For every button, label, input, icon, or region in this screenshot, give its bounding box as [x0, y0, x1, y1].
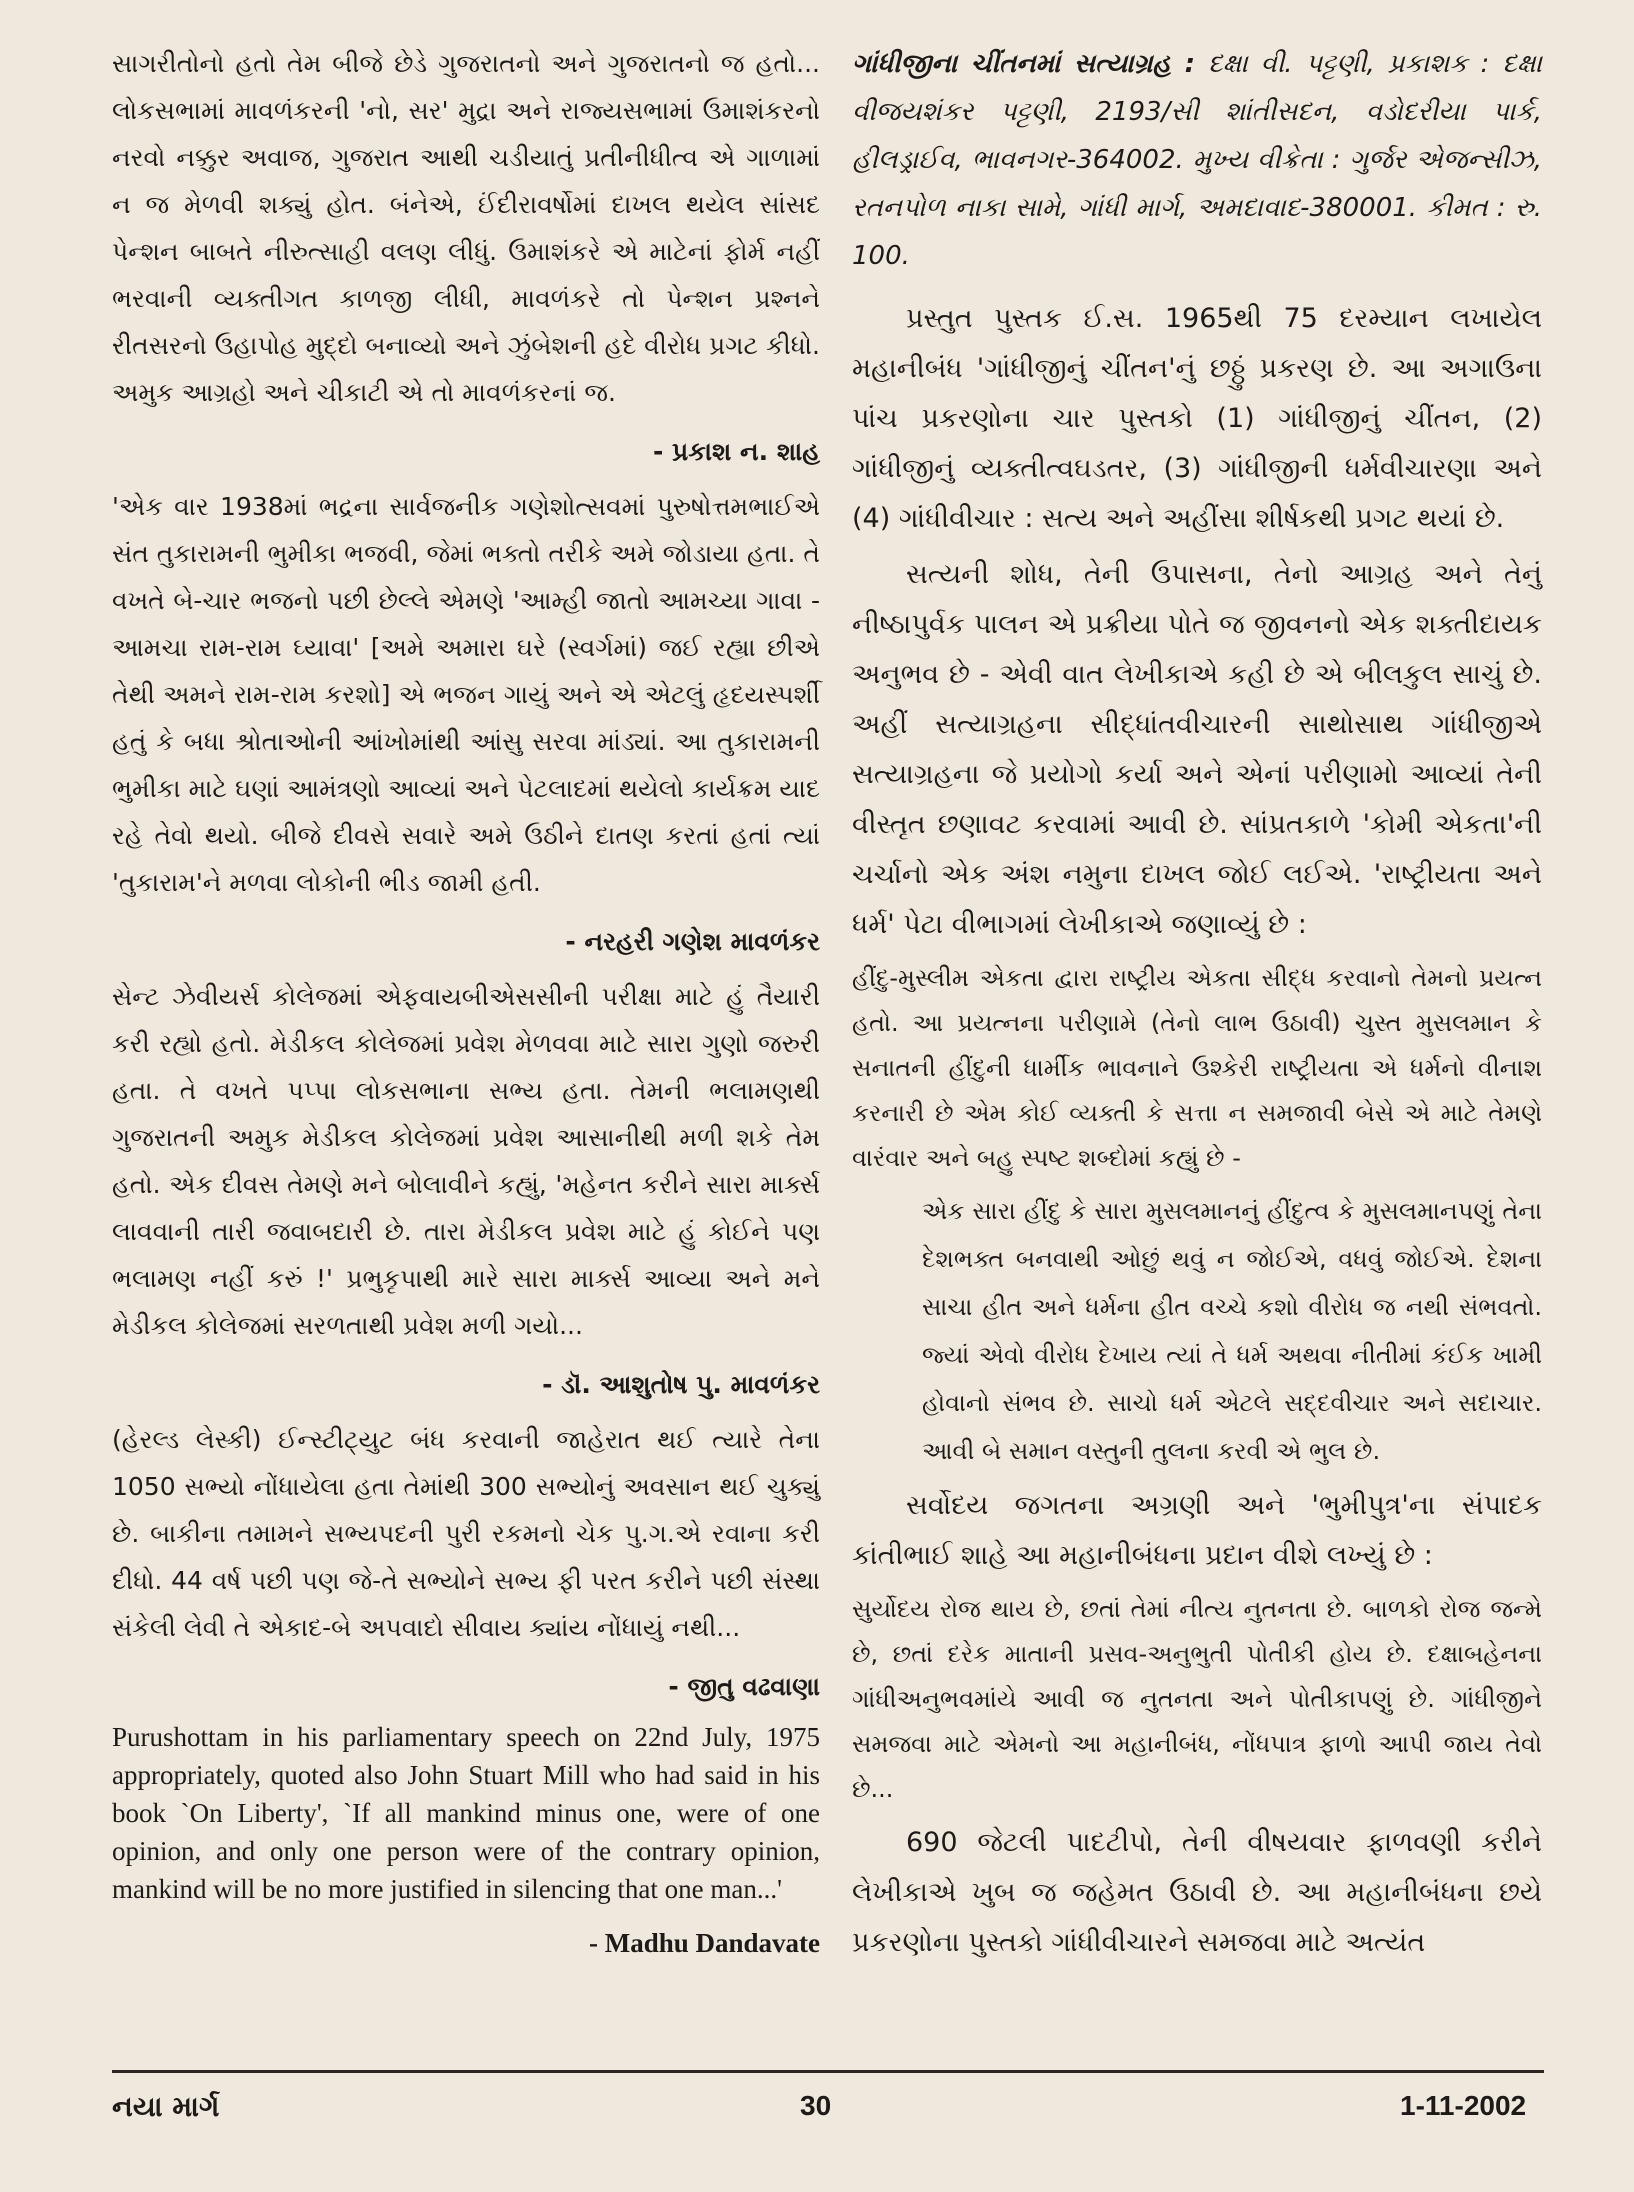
article-paragraph: સાગરીતોનો હતો તેમ બીજે છેડે ગુજરાતનો અને ગુજરાતનો જ હતો... લોકસભામાં માવળંકરની 'નો, સર' મુદ્રા અને રાજ્યસભામાં ઉમાશંકરનો નરવો નક્કુર અવાજ, ગુજરાત આથી ચડીયાતું પ્રતીનીધીત્વ એ ગાળામાં ન જ મેળવી શક્યું હોત. બંનેએ, ઈંદીરાવર્ષોમાં દાખલ થયેલ સાંસદ પેન્શન બાબતે નીરુત્સાહી વલણ લીધું. ઉમાશંકરે એ માટેનાં ફોર્મ નહીં ભરવાની વ્યક્તીગત કાળજી લીધી, માવળંકરે તો પેન્શન પ્રશ્નને રીતસરનો ઉહાપોહ મુદ્દો બનાવ્યો અને ઝુંબેશની હદે વીરોધ પ્રગટ કીધો. અમુક આગ્રહો અને ચીકાટી એ તો માવળંકરનાં જ.: [112, 49, 820, 407]
author-signature: - ડૉ. આશુતોષ પુ. માવળંકર: [542, 1370, 820, 1399]
issue-date: 1-11-2002: [1400, 2090, 1527, 2121]
review-paragraph: સત્યની શોધ, તેની ઉપાસના, તેનો આગ્રહ અને તેનું નીષ્ઠાપુર્વક પાલન એ પ્રક્રીયા પોતે જ જીવનનો એક શક્તીદાયક અનુભવ છે - એવી વાત લેખીકાએ કહી છે એ બીલકુલ સાચું છે. અહીં સત્યાગ્રહના સીદ્ધાંતવીચારની સાથોસાથ ગાંધીજીએ સત્યાગ્રહના જે પ્રયોગો કર્યા અને એનાં પરીણામો આવ્યાં તેની વીસ્તૃત છણાવટ કરવામાં આવી છે. સાંપ્રતકાળે 'કોમી એકતા'ની ચર્ચાનો એક અંશ નમુના દાખલ જોઈ લઈએ. 'રાષ્ટ્રીયતા અને ધર્મ' પેટા વીભાગમાં લેખીકાએ જણાવ્યું છે :: [852, 559, 1542, 940]
page-number: 30: [800, 2090, 832, 2121]
article-paragraph: (હેરલ્ડ લેસ્કી) ઈન્સ્ટીટ્યુટ બંધ કરવાની જાહેરાત થઈ ત્યારે તેના 1050 સભ્યો નોંધાયેલા હતા તેમાંથી 300 સભ્યોનું અવસાન થઈ ચુક્યું છે. બાકીના તમામને સભ્યપદની પુરી રકમનો ચેક પુ.ગ.એ રવાના કરી દીધો. 44 વર્ષ પછી પણ જે-તે સભ્યોને સભ્ય ફી પરત કરીને પછી સંસ્થા સંકેલી લેવી તે એકાદ-બે અપવાદો સીવાય ક્યાંય નોંધાયું નથી...: [112, 1425, 820, 1642]
english-quote-paragraph: Purushottam in his parliamentary speech on 22nd July, 1975 appropriately, quoted also John Stuart Mill who had said in his book `On Liberty', `If all mankind minus one, were of one opinion, and only one person were of the contrary opinion, mankind will be no more justified in silencing that one man...': [112, 1722, 820, 1904]
review-paragraph: સર્વોદય જગતના અગ્રણી અને 'ભુમીપુત્ર'ના સંપાદક કાંતીભાઈ શાહે આ મહાનીબંધના પ્રદાન વીશે લખ્યું છે :: [852, 1490, 1542, 1571]
book-details: દક્ષા વી. પટ્ટણી, પ્રકાશક : દક્ષા વીજયશંકર પટ્ટણી, 2193/સી શાંતીસદન, વડોદરીયા પાર્ક, હીલડ્રાઈવ, ભાવનગર-364002. મુખ્ય વીક્રેતા : ગુર્જર એજન્સીઝ, રતનપોળ નાકા સામે, ગાંધી માર્ગ, અમદાવાદ-380001. કીમત : રુ. 100.: [852, 49, 1542, 271]
footer-divider: [112, 2070, 1544, 2073]
right-column: [852, 40, 1542, 1974]
review-paragraph: પ્રસ્તુત પુસ્તક ઈ.સ. 1965થી 75 દરમ્યાન લખાયેલ મહાનીબંધ 'ગાંધીજીનું ચીંતન'નું છઠ્ઠું પ્રકરણ છે. આ અગાઉના પાંચ પ્રકરણોના ચાર પુસ્તકો (1) ગાંધીજીનું ચીંતન, (2) ગાંધીજીનું વ્યક્તીત્વઘડતર, (3) ગાંધીજીની ધર્મવીચારણા અને (4) ગાંધીવીચાર : સત્ય અને અહીંસા શીર્ષકથી પ્રગટ થયાં છે.: [852, 303, 1542, 534]
author-signature: - Madhu Dandavate: [588, 1928, 820, 1958]
article-paragraph: 'એક વાર 1938માં ભદ્રના સાર્વજનીક ગણેશોત્સવમાં પુરુષોત્તમભાઈએ સંત તુકારામની ભુમીકા ભજવી, જેમાં ભક્તો તરીકે અમે જોડાયા હતા. તે વખતે બે-ચાર ભજનો પછી છેલ્લે એમણે 'આમ્હી જાતો આમચ્યા ગાવા - આમચા રામ-રામ ઘ્યાવા' [અમે અમારા ઘરે (સ્વર્ગમાં) જઈ રહ્યા છીએ તેથી અમને રામ-રામ કરશો] એ ભજન ગાયું અને એ એટલું હૃદયસ્પર્શી હતું કે બધા શ્રોતાઓની આંખોમાંથી આંસુ સરવા માંડ્યાં. આ તુકારામની ભુમીકા માટે ઘણાં આમંત્રણો આવ્યાં અને પેટલાદમાં થયેલો કાર્યક્રમ યાદ રહે તેવો થયો. બીજે દીવસે સવારે અમે ઉઠીને દાતણ કરતાં હતાં ત્યાં 'તુકારામ'ને મળવા લોકોની ભીડ જામી હતી.: [112, 492, 820, 897]
block-quote: એક સારા હીંદુ કે સારા મુસલમાનનું હીંદુત્વ કે મુસલમાનપણું તેના દેશભક્ત બનવાથી ઓછું થવું ન જોઈએ, વધવું જોઈએ. દેશના સાચા હીત અને ધર્મના હીત વચ્ચે કશો વીરોધ જ નથી સંભવતો. જ્યાં એવો વીરોધ દેખાય ત્યાં તે ધર્મ અથવા નીતીમાં કંઈક ખામી હોવાનો સંભવ છે. સાચો ધર્મ એટલે સદ્દવીચાર અને સદાચાર. આવી બે સમાન વસ્તુની તુલના કરવી એ ભુલ છે.: [922, 1197, 1542, 1465]
article-paragraph: સેન્ટ ઝેવીયર્સ કોલેજમાં એફવાયબીએસસીની પરીક્ષા માટે હું તૈયારી કરી રહ્યો હતો. મેડીકલ કોલેજમાં પ્રવેશ મેળવવા માટે સારા ગુણો જરુરી હતા. તે વખતે પપ્પા લોકસભાના સભ્ય હતા. તેમની ભલામણથી ગુજરાતની અમુક મેડીકલ કોલેજમાં પ્રવેશ આસાનીથી મળી શકે તેમ હતો. એક દીવસ તેમણે મને બોલાવીને કહ્યું, 'મહેનત કરીને સારા માર્ક્સ લાવવાની તારી જવાબદારી છે. તારા મેડીકલ પ્રવેશ માટે હું કોઈને પણ ભલામણ નહીં કરું !' પ્રભુકૃપાથી મારે સારા માર્ક્સ આવ્યા અને મને મેડીકલ કોલેજમાં સરળતાથી પ્રવેશ મળી ગયો...: [112, 982, 820, 1340]
review-excerpt: હીંદુ-મુસ્લીમ એકતા દ્વારા રાષ્ટ્રીય એકતા સીદ્ધ કરવાનો તેમનો પ્રયત્ન હતો. આ પ્રયત્નના પરીણામે (તેનો લાભ ઉઠાવી) ચુસ્ત મુસલમાન કે સનાતની હીંદુની ધાર્મીક ભાવનાને ઉશ્કેરી રાષ્ટ્રીયતા એ ધર્મનો વીનાશ કરનારી છે એમ કોઈ વ્યક્તી કે સત્તા ન સમજાવી બેસે એ માટે તેમણે વારંવાર અને બહુ સ્પષ્ટ શબ્દોમાં કહ્યું છે -: [852, 964, 1542, 1172]
author-signature: - પ્રકાશ ન. શાહ: [652, 437, 820, 466]
book-info: [852, 40, 1542, 280]
author-signature: - જીતુ વઢવાણા: [668, 1672, 820, 1701]
magazine-name: નયા માર્ગ: [112, 2090, 220, 2123]
author-signature: - નરહરી ગણેશ માવળંકર: [565, 927, 820, 956]
review-excerpt: સુર્યોદય રોજ થાય છે, છતાં તેમાં નીત્ય નુતનતા છે. બાળકો રોજ જન્મે છે, છતાં દરેક માતાની પ્રસવ-અનુભુતી પોતીકી હોય છે. દક્ષાબહેનના ગાંધીઅનુભવમાંયે આવી જ નુતનતા અને પોતીકાપણું છે. ગાંધીજીને સમજવા માટે એમનો આ મહાનીબંધ, નોંધપાત્ર ફાળો આપી જાય તેવો છે...: [852, 1595, 1542, 1803]
review-paragraph: 690 જેટલી પાદટીપો, તેની વીષયવાર ફાળવણી કરીને લેખીકાએ ખુબ જ જહેમત ઉઠાવી છે. આ મહાનીબંધના છયે પ્રકરણોના પુસ્તકો ગાંધીવીચારને સમજવા માટે અત્યંત: [852, 1827, 1542, 1958]
book-title: ગાંધીજીના ચીંતનમાં સત્યાગ્રહ :: [852, 49, 1196, 79]
left-column: [112, 40, 820, 1975]
